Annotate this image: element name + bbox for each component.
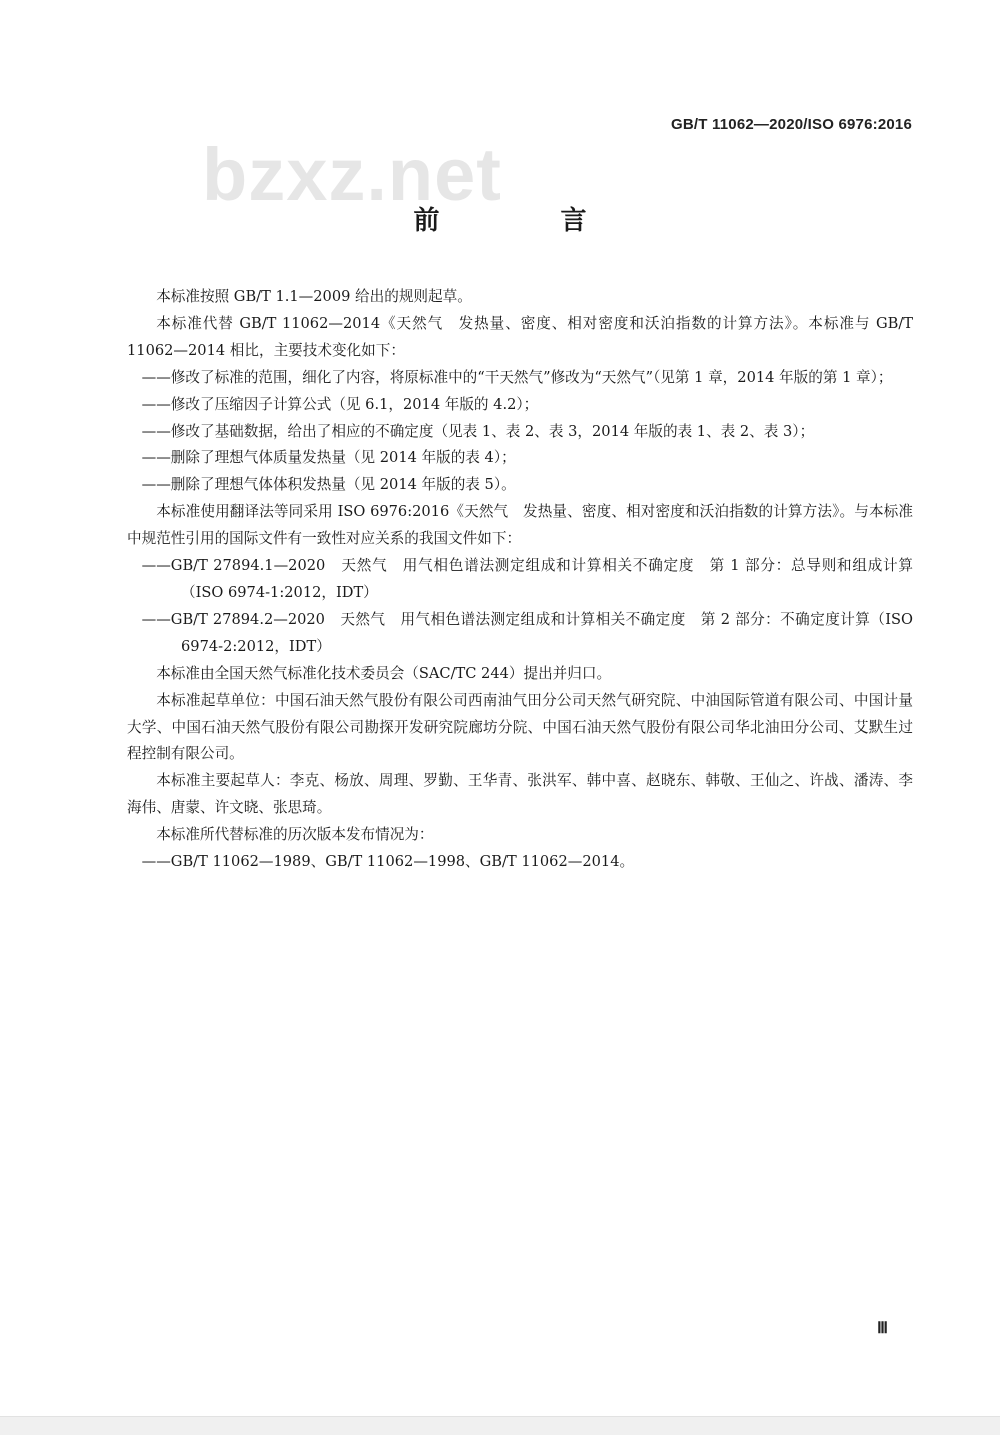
page-title: 前 言 — [413, 206, 643, 236]
history-item: ——GB/T 11062—1989、GB/T 11062—1998、GB/T 11062—2014。 — [141, 853, 635, 871]
change-item: ——修改了压缩因子计算公式（见 6.1，2014 年版的 4.2）； — [141, 395, 539, 413]
foreword-body — [127, 284, 913, 876]
page-number: Ⅲ — [877, 1320, 889, 1337]
reference-item: ——GB/T 27894.1—2020 天然气 用气相色谱法测定组成和计算相关不确定度 第 1 部分：总导则和组成计算（ISO 6974-1:2012，IDT） — [141, 557, 913, 601]
paragraph-proposer: 本标准由全国天然气标准化技术委员会（SAC/TC 244）提出并归口。 — [156, 664, 612, 682]
change-item: ——删除了理想气体体积发热量（见 2014 年版的表 5）。 — [141, 476, 516, 494]
standard-code: GB/T 11062—2020/ISO 6976:2016 — [671, 116, 912, 133]
paragraph-replaces: 本标准代替 GB/T 11062—2014《天然气 发热量、密度、相对密度和沃泊指数的计算方法》。本标准与 GB/T 11062—2014 相比，主要技术变化如下： — [127, 314, 913, 359]
viewer-bottom-strip — [0, 1416, 1000, 1435]
paragraph-history-intro: 本标准所代替标准的历次版本发布情况为： — [156, 826, 434, 844]
paragraph-drafters: 本标准主要起草人：李克、杨放、周理、罗勤、王华青、张洪军、韩中喜、赵晓东、韩敬、王仙之、许战、潘涛、李海伟、唐蒙、许文晓、张思琦。 — [127, 772, 913, 817]
change-item: ——修改了标准的范围，细化了内容，将原标准中的“干天然气”修改为“天然气”（见第 1 章，2014 年版的第 1 章）； — [141, 368, 893, 386]
paragraph-drafting-rules: 本标准按照 GB/T 1.1—2009 给出的规则起草。 — [156, 288, 472, 305]
watermark: bzxz.net — [202, 133, 502, 216]
paragraph-adoption: 本标准使用翻译法等同采用 ISO 6976:2016《天然气 发热量、密度、相对密度和沃泊指数的计算方法》。与本标准中规范性引用的国际文件有一致性对应关系的我国文件如下： — [127, 503, 913, 548]
reference-item: ——GB/T 27894.2—2020 天然气 用气相色谱法测定组成和计算相关不确定度 第 2 部分：不确定度计算（ISO 6974-2:2012，IDT） — [141, 610, 913, 655]
change-item: ——修改了基础数据，给出了相应的不确定度（见表 1、表 2、表 3，2014 年版的表 1、表 2、表 3）； — [141, 422, 815, 440]
change-item: ——删除了理想气体质量发热量（见 2014 年版的表 4）； — [141, 449, 516, 467]
paragraph-drafting-units: 本标准起草单位：中国石油天然气股份有限公司西南油气田分公司天然气研究院、中油国际管道有限公司、中国计量大学、中国石油天然气股份有限公司勘探开发研究院廊坊分院、中国石油天然气股份有限公司华北油田分公司、艾默生过程控制有限公司。 — [127, 691, 913, 763]
